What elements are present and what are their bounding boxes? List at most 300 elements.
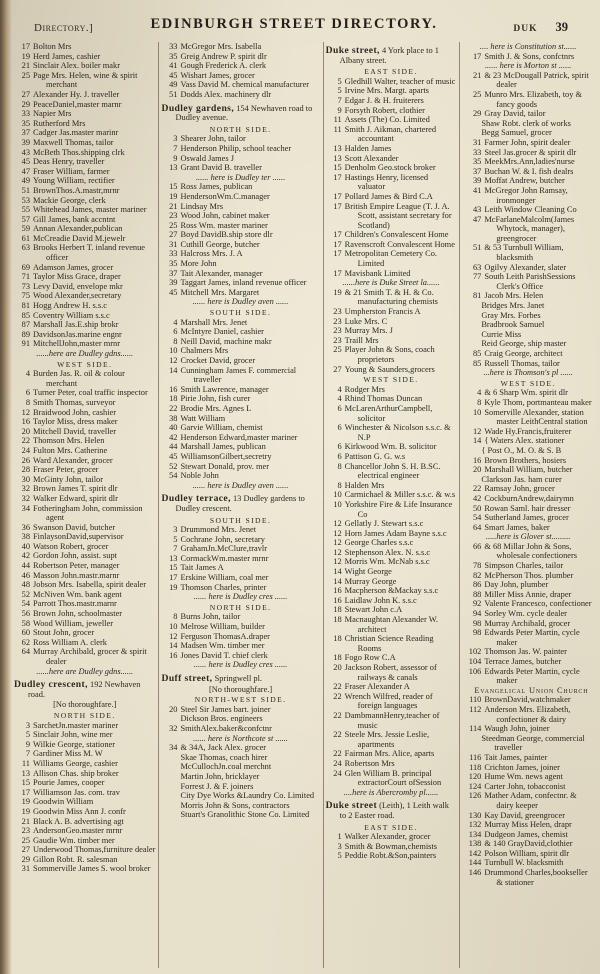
directory-entry <box>462 398 594 408</box>
house-number: 39 <box>21 137 30 147</box>
house-number: 13 <box>333 143 342 153</box>
directory-entry <box>326 557 457 567</box>
house-number: 5 <box>337 76 342 86</box>
directory-entry <box>462 590 594 600</box>
house-number: 9 <box>337 105 342 115</box>
directory-entry <box>326 663 457 682</box>
directory-entry <box>161 651 319 661</box>
directory-entry <box>161 202 319 212</box>
house-number: 29 <box>21 99 30 109</box>
entry-text: Children's Convalescent Home <box>344 230 449 240</box>
entry-text: Thomson Jas. W. painter <box>484 647 567 657</box>
house-number: 8 <box>25 397 30 407</box>
entry-text: Fogo Row C.A <box>344 653 396 663</box>
cross-reference-line: ...... here is Dudley ter ...... <box>195 172 286 182</box>
entry-text: Simpson Charles, tailor <box>484 561 564 571</box>
entry-continuation: Martin John, bricklayer <box>180 771 260 781</box>
house-number: 60 <box>21 628 30 638</box>
house-number: 6 <box>337 451 342 461</box>
directory-entry <box>161 724 319 734</box>
house-number: 20 <box>169 704 178 714</box>
house-number: 118 <box>469 762 482 772</box>
directory-entry <box>14 456 155 466</box>
entry-text: Robertson Peter, manager <box>33 561 120 571</box>
entry-text: Marshall James, publican <box>180 442 266 452</box>
entry-text: Smith J. Aikman, chartered accountant <box>344 124 437 144</box>
house-number: 8 <box>337 461 342 471</box>
directory-entry <box>462 791 594 810</box>
house-number: 52 <box>169 461 178 471</box>
header-left-label: Directory.] <box>34 22 94 34</box>
directory-entry <box>326 269 457 279</box>
directory-entry <box>462 291 594 301</box>
directory-entry <box>161 583 319 593</box>
house-number: 15 <box>169 182 178 192</box>
directory-entry <box>326 125 457 144</box>
directory-entry <box>462 858 594 868</box>
directory-entry <box>326 326 457 336</box>
entry-text: Braidwood John, cashier <box>33 407 117 417</box>
directory-entry <box>462 571 594 581</box>
house-number: 92 <box>472 599 482 609</box>
directory-entry <box>14 855 155 865</box>
directory-entry <box>462 724 594 734</box>
entry-text: Henderson Philip, school teacher <box>180 143 292 153</box>
directory-entry <box>326 481 457 491</box>
house-number: 10 <box>333 499 342 509</box>
house-number: 14 <box>333 576 342 586</box>
entry-text: Hogg Andrew H. s.s.c <box>33 301 107 311</box>
entry-text: Fraser Peter, grocer <box>33 465 99 475</box>
house-number: 43 <box>21 147 30 157</box>
entry-text: Stewart Donald, prov. mer <box>180 461 270 471</box>
directory-entry <box>161 80 319 90</box>
house-number: 39 <box>169 278 178 288</box>
directory-entry <box>326 711 457 730</box>
street-name: Duke street <box>325 800 378 812</box>
entry-text: Dodds Alex. machinery dlr <box>180 89 272 99</box>
directory-entry <box>326 548 457 558</box>
house-number: 5 <box>337 86 342 96</box>
house-number: 114 <box>469 724 482 734</box>
directory-entry <box>14 788 155 798</box>
directory-entry <box>14 590 155 600</box>
directory-entry <box>326 336 457 346</box>
entry-text: Jacob Mrs. Helen <box>484 291 544 301</box>
directory-entry <box>326 365 457 375</box>
directory-entry <box>462 628 594 647</box>
directory-entry <box>161 743 319 753</box>
entry-text: & 34A, Jack Alex. grocer <box>180 743 267 753</box>
directory-entry <box>462 763 594 773</box>
entry-text: Fraser Alexander A <box>344 682 410 692</box>
directory-entry <box>161 288 319 298</box>
house-number: 98 <box>472 618 482 628</box>
street-heading: Dudley crescent, 192 Newhaven road. <box>14 679 141 699</box>
entry-text: Smith Thomas, surveyor <box>33 397 116 407</box>
directory-entry <box>326 596 457 606</box>
entry-text: & 53 Turnbull William, blacksmith <box>484 243 564 263</box>
directory-entry <box>14 196 155 206</box>
entry-text: Halden James <box>344 143 392 153</box>
directory-entry <box>326 586 457 596</box>
entry-continuation: Dickson Bros. engineers <box>180 714 263 724</box>
directory-entry <box>161 525 319 535</box>
directory-entry <box>161 433 319 443</box>
entry-text: Smith J. & Sons, confctnrs <box>484 51 575 61</box>
entry-text: McFarlaneMalcolm(James Whytock, manager), greengrocer <box>484 214 575 243</box>
entry-continuation: { Post O., M. O. & S. B <box>481 445 562 455</box>
directory-entry <box>326 490 457 500</box>
house-number: 17 <box>169 573 178 583</box>
directory-entry <box>462 667 594 686</box>
directory-entry <box>326 462 457 481</box>
entry-text: Pourie James, cooper <box>33 778 105 788</box>
directory-entry <box>462 849 594 859</box>
entry-text: Brodie Mrs. Agnes L <box>180 403 252 413</box>
house-number: 37 <box>169 268 178 278</box>
directory-entry <box>462 619 594 629</box>
directory-entry <box>14 42 155 52</box>
house-number: 37 <box>21 128 30 138</box>
directory-entry <box>326 86 457 96</box>
directory-entry <box>462 427 594 437</box>
entry-text: Wight George <box>344 567 392 577</box>
side-heading: EAST SIDE. <box>364 822 418 832</box>
house-number: 31 <box>21 864 30 874</box>
house-number: 35 <box>472 157 482 167</box>
entry-text: McGregor Mrs. Isabella <box>180 42 262 51</box>
entry-text: Glen William B. principal extractorCourt ofSession <box>344 768 442 788</box>
house-number: 27 <box>169 230 178 240</box>
directory-entry <box>462 408 594 427</box>
cross-reference-line: ...... here is Dudley aven ...... <box>192 297 289 307</box>
entry-text: Garvie William, chemist <box>180 423 263 433</box>
entry-continuation: Begg Samuel, grocer <box>481 128 552 138</box>
entry-text: Leith Window Cleaning Co <box>484 205 577 215</box>
entry-text: Chalmers Mrs <box>180 346 229 356</box>
house-number: 52 <box>21 589 30 599</box>
house-number: 29 <box>472 109 482 119</box>
entry-text: Turnbull W. blacksmith <box>484 858 564 868</box>
house-number: 8 <box>337 480 342 490</box>
house-number: 89 <box>21 329 30 339</box>
house-number: 11 <box>21 758 30 768</box>
directory-entry <box>161 42 319 52</box>
directory-entry <box>14 465 155 475</box>
house-number: 10 <box>472 407 482 417</box>
directory-entry <box>326 163 457 173</box>
directory-entry <box>14 61 155 71</box>
directory-entry <box>326 442 457 452</box>
house-number: 54 <box>21 599 30 609</box>
entry-text: Erskine William, coal mer <box>180 573 269 583</box>
entry-text: Crocket David, grocer <box>180 356 256 365</box>
directory-entry <box>161 327 319 337</box>
entry-text: Peddie Robt.&Son,painters <box>344 851 437 861</box>
directory-entry <box>462 811 594 821</box>
entry-text: Carmichael & Miller s.s.c. & w.s <box>344 490 456 500</box>
house-number: 19 <box>21 797 30 807</box>
directory-entry <box>161 71 319 81</box>
directory-entry <box>14 427 155 437</box>
entry-text: DavidsonJas.marine engnr <box>33 329 122 339</box>
house-number: 16 <box>21 417 30 427</box>
house-number: 31 <box>472 137 482 147</box>
entry-text: CockburnAndrew,dairymn <box>484 493 574 503</box>
entry-text: Goodwin Miss Ann J. confr <box>33 806 126 816</box>
directory-entry <box>161 230 319 240</box>
directory-entry <box>14 176 155 186</box>
entry-text: Kirkwood Wm. B. solicitor <box>344 442 437 452</box>
house-number: 12 <box>333 538 342 548</box>
cross-reference-line: .....here is Glover st......... <box>485 532 571 542</box>
house-number: 85 <box>21 310 30 320</box>
house-number: 45 <box>169 70 178 80</box>
entry-continuation: Stuart's Granolithic Stone Co. Limited <box>180 810 310 820</box>
directory-entry <box>14 291 155 301</box>
entry-text: Thomson Mrs. Helen <box>33 436 105 446</box>
entry-text: George Charles s.s.c <box>344 538 414 548</box>
house-number: 5 <box>173 534 178 544</box>
entry-text: Fairman Mrs. Alice, aparts <box>344 749 435 759</box>
entry-text: Macnaughtan Alexander W. architect <box>344 615 438 634</box>
side-heading: WEST SIDE. <box>500 378 556 388</box>
header-abbreviation: DUK <box>513 24 538 34</box>
directory-entry <box>14 311 155 321</box>
entry-text: Oswald James J <box>180 153 234 163</box>
house-number: 18 <box>333 634 342 644</box>
directory-entry <box>462 599 594 609</box>
house-number: 146 <box>468 868 482 878</box>
entry-text: Burns John, tailor <box>180 612 241 622</box>
directory-columns <box>12 42 597 968</box>
directory-entry <box>326 192 457 202</box>
house-number: 24 <box>333 768 342 778</box>
entry-text: Young & Saunders,grocers <box>344 364 435 374</box>
entry-text: Swanson David, butcher <box>33 522 116 532</box>
directory-entry <box>14 446 155 456</box>
entry-text: BrownThos.A.mastr,mrnr <box>33 185 120 195</box>
entry-text: Wood William, jeweller <box>33 618 114 628</box>
entry-text: Adamson James, grocer <box>33 262 114 272</box>
side-heading: SOUTH SIDE. <box>209 308 272 318</box>
entry-text: Crichton James, joiner <box>484 762 560 772</box>
directory-entry <box>161 249 319 259</box>
entry-text: Day John, plumber <box>484 580 549 590</box>
entry-text: Somerville Alexander, station master LeithCentral station <box>484 407 588 427</box>
house-number: 34 <box>21 503 30 513</box>
entry-text: South Leith ParishSessions Clerk's Office <box>484 272 576 291</box>
house-number: 47 <box>21 166 30 176</box>
directory-entry <box>14 619 155 629</box>
house-number: 46 <box>21 570 30 580</box>
cross-reference-line: ......here is Duke Street la...... <box>342 278 440 288</box>
house-number: 17 <box>21 42 30 51</box>
house-number: 51 <box>169 89 178 99</box>
directory-entry <box>326 385 457 395</box>
directory-entry <box>14 759 155 769</box>
directory-entry <box>462 820 594 830</box>
house-number: 45 <box>169 287 178 297</box>
page-header <box>26 16 592 38</box>
side-heading: SOUTH SIDE. <box>209 515 272 525</box>
directory-entry <box>14 864 155 874</box>
entry-text: Macpherson &Mackay s.s.c <box>344 586 439 596</box>
directory-entry <box>14 599 155 609</box>
entry-text: Napier Mrs <box>33 109 72 119</box>
directory-entry <box>462 705 594 724</box>
entry-text: Gellatly J. Stewart s.s.c <box>344 519 424 529</box>
entry-text: Steel Sir James bart. joiner <box>180 704 271 714</box>
directory-entry <box>326 106 457 116</box>
house-number: 42 <box>472 493 482 503</box>
house-number: 22 <box>333 749 342 759</box>
entry-text: Bolton Mrs <box>33 42 72 51</box>
directory-entry <box>14 647 155 666</box>
entry-text: Williamson Jas. com. trav <box>33 787 120 797</box>
directory-entry <box>14 243 155 262</box>
house-number: 17 <box>333 239 342 249</box>
house-number: 18 <box>169 394 178 404</box>
directory-entry <box>326 759 457 769</box>
directory-entry <box>462 695 594 705</box>
entry-text: Neill David, machine makr <box>180 336 272 346</box>
directory-entry <box>326 682 457 692</box>
side-heading: NORTH-WEST SIDE. <box>194 695 287 705</box>
house-number: 18 <box>333 615 342 625</box>
entry-continuation: Steedman George, commercial traveller <box>481 733 585 753</box>
entry-text: Lindsay Mrs <box>180 201 224 211</box>
entry-text: Madsen Wm. timber mer <box>180 641 265 651</box>
house-number: 64 <box>472 522 482 532</box>
house-number: 23 <box>169 211 178 221</box>
entry-text: Ross William A. clerk <box>33 637 107 647</box>
house-number: 23 <box>333 307 342 317</box>
cross-reference-line: ...... here is Dudley cres ...... <box>193 592 288 602</box>
entry-text: Irvine Mrs. Margt. aparts <box>344 86 429 96</box>
directory-entry <box>161 544 319 554</box>
entry-text: Mavisbank Limited <box>344 268 411 278</box>
directory-entry <box>161 452 319 462</box>
entry-text: Ferguson ThomasA.draper <box>180 631 270 641</box>
house-number: 35 <box>169 51 178 61</box>
house-number: 19 <box>333 287 342 297</box>
directory-entry <box>161 211 319 221</box>
directory-entry <box>326 345 457 364</box>
house-number: 38 <box>21 532 30 542</box>
entry-text: DambmannHenry,teacher of music <box>344 710 440 730</box>
entry-text: Gaudie Wm. timber mer <box>33 835 115 845</box>
entry-text: Walker Edward, spirit dlr <box>33 493 118 503</box>
house-number: 12 <box>21 407 30 417</box>
house-number: 91 <box>21 339 30 349</box>
directory-entry <box>14 119 155 129</box>
house-number: 142 <box>468 848 482 858</box>
house-number: 8 <box>173 336 178 346</box>
street-heading: Duke street (Leith), 1 Leith walk to 2 Easter road. <box>325 800 449 820</box>
directory-entry <box>14 339 155 349</box>
entry-text: Watson Robert, grocer <box>33 541 109 551</box>
entry-text: Fulton Mrs. Catherine <box>33 445 108 455</box>
entry-text: Brown Brothers, hosiers <box>484 455 566 465</box>
directory-entry <box>14 721 155 731</box>
directory-entry <box>161 471 319 481</box>
house-number: 7 <box>173 544 178 554</box>
directory-entry <box>462 657 594 667</box>
side-heading: WEST SIDE. <box>363 375 419 385</box>
entry-continuation: Forrest J. & F. joiners <box>180 781 254 791</box>
entry-text: & 140 GrayDavid,clothier <box>484 839 573 849</box>
directory-entry <box>161 535 319 545</box>
directory-entry <box>326 307 457 317</box>
directory-entry <box>462 349 594 359</box>
entry-text: Black A. B. advertising agt <box>33 816 124 826</box>
house-number: 29 <box>21 854 30 864</box>
entry-text: McGinty John, tailor <box>33 474 104 484</box>
directory-entry <box>462 456 594 466</box>
entry-text: Whitehead James, master mariner <box>33 205 147 215</box>
entry-continuation: Shaw Robt. clerk of works <box>481 118 571 128</box>
entry-text: Player John & Sons, coach proprietors <box>344 345 435 364</box>
directory-entry <box>462 504 594 514</box>
house-number: 49 <box>169 80 178 90</box>
directory-entry <box>161 259 319 269</box>
street-name: Dudley crescent, <box>14 679 88 691</box>
directory-entry <box>326 500 457 519</box>
directory-entry <box>14 138 155 148</box>
entry-text: McBeth Thos.shipping clrk <box>33 147 125 157</box>
entry-text: Smith Lawrence, manager <box>180 384 269 394</box>
entry-text: McIntyre Daniel, cashier <box>180 327 264 337</box>
directory-entry <box>462 243 594 262</box>
entry-text: Maxwell Thomas, tailor <box>33 137 114 147</box>
house-number: 9 <box>173 153 178 163</box>
entry-continuation: Morris John & Sons, contractors <box>180 800 290 810</box>
entry-text: Moffat Andrew, butcher <box>484 176 565 186</box>
house-number: 44 <box>169 442 178 452</box>
entry-text: Edwards Peter Martin, cycle maker <box>484 666 580 686</box>
entry-text: Drummond Charles,bookseller & stationer <box>484 868 588 887</box>
house-number: 3 <box>25 720 30 730</box>
house-number: 13 <box>333 153 342 163</box>
entry-text: Rodger Mrs <box>344 384 385 394</box>
street-heading: Dudley gardens, 154 Newhaven road to Dudley avenue. <box>161 102 313 123</box>
house-number: 14 <box>472 436 482 446</box>
entry-text: Hume Wm. news agent <box>484 772 563 782</box>
house-number: 85 <box>472 349 482 358</box>
house-number: 16 <box>472 455 482 465</box>
entry-text: Taylor Miss Grace, draper <box>33 272 121 282</box>
entry-text: Page Mrs. Helen, wine & spirit merchant <box>33 70 138 90</box>
entry-text: Taylor Miss, dress maker <box>33 417 118 427</box>
house-number: 28 <box>21 465 30 475</box>
entry-text: Ravenscroft Convalescent Home <box>344 239 455 249</box>
directory-entry <box>462 272 594 291</box>
house-number: 17 <box>333 201 342 211</box>
house-number: 94 <box>472 609 482 619</box>
house-number: 19 <box>169 191 178 201</box>
house-number: 25 <box>472 89 482 99</box>
directory-entry <box>14 484 155 494</box>
directory-entry <box>161 442 319 452</box>
entry-text: Grant David B. traveller <box>180 163 262 173</box>
house-number: 81 <box>21 301 30 311</box>
entry-text: Rhind Thomas Duncan <box>344 394 423 404</box>
house-number: 21 <box>21 61 30 71</box>
house-number: 112 <box>469 704 482 714</box>
house-number: 13 <box>169 553 178 563</box>
